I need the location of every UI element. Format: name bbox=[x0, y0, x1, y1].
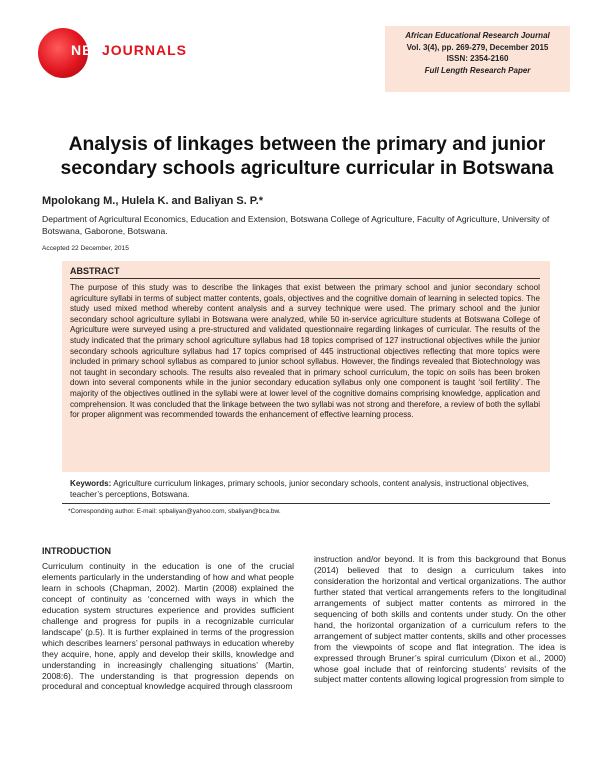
authors: Mpolokang M., Hulela K. and Baliyan S. P.* bbox=[42, 195, 264, 207]
journal-logo bbox=[38, 28, 208, 78]
logo-wordmark-prefix: NET bbox=[71, 42, 102, 58]
introduction-left-column: Curriculum continuity in the education is one of the crucial elements particularly in the understanding of how and what people learn in schools (Chapman, 2002). Martin (2008) explained the concept of continuity as ‘concerned with ways in which the education system structures experience and provides sufficient challenge and progress for pupils in a recognizable curricular landscape’ (p.5). It is further explained in terms of the progression which describes learners’ personal pathways in education whereby they acquire, hone, apply and develop their skills, knowledge and understanding in increasingly challenging situations’ (Martin, 2008:6). The understanding is that progression depends on procedural and conceptual knowledge acquired through classroom bbox=[42, 561, 294, 692]
keywords bbox=[70, 479, 540, 500]
logo-wordmark-suffix: JOURNALS bbox=[102, 42, 188, 58]
abstract-heading: ABSTRACT bbox=[70, 266, 120, 276]
introduction-right-column: instruction and/or beyond. It is from this background that Bonus (2014) believed that to design a curriculum takes into consideration the horizontal and vertical organizations. The author further stated that vertical arrangements refers to the longitudinal arrangements of subject matter contents as mirrored in the sequencing of both skills and contents under study. On the other hand, the horizontal organization of a curriculum refers to the arrangement of subject matter contents, skills and other processes from the viewpoints of scope and flat integration. The idea is expressed through Bruner’s spiral curriculum (Dixon et al., 2000) whose goal include that of reinforcing students’ revisits of the subject matter contents allowing logical progression from simple to bbox=[314, 554, 566, 685]
keywords-divider bbox=[62, 503, 550, 504]
logo-wordmark bbox=[71, 42, 187, 58]
journal-name: African Educational Research Journal bbox=[405, 31, 550, 40]
introduction-heading: INTRODUCTION bbox=[42, 546, 111, 556]
corresponding-author-footnote: *Corresponding author. E-mail: spbaliyan@yahoo.com, sbaliyan@bca.bw. bbox=[68, 508, 281, 515]
journal-info-box bbox=[385, 26, 570, 92]
keywords-label: Keywords: bbox=[70, 479, 112, 488]
journal-volume: Vol. 3(4), pp. 269-279, December 2015 bbox=[406, 42, 549, 52]
abstract-text: The purpose of this study was to describe the linkages that exist between the primary school and junior secondary school agriculture syllabi in terms of subject matter contents, goals, objectives and the cognitive domain of learning in selected topics. The study used mixed method whereby content analysis and a survey technique were used. The primary school and the junior secondary school agriculture syllabi in Botswana were analyzed, while 50 in-service agriculture students at Botswana College of Agriculture were surveyed using a pre-structured and validated questionnaire regarding linkages of curricular. The results of the study indicated that the primary school agriculture syllabus had 18 topics comprised of 127 instructional objectives while the junior secondary schools agriculture syllabus had 17 topics comprised of 445 instructional objectives reflecting that more topics were included in primary school syllabus as compared to junior school syllabus. However, the findings revealed that Biotechnology was not taught in secondary schools. The results also revealed that in primary school curriculum, the topic on soils has been broken down into several components while in the junior secondary education syllabus only one component is taught ‘soil fertility’. The majority of the objectives outlined in the syllabi were at lower level of the cognitive domains comprising knowledge, application and comprehension. It was concluded that the linkage between the two syllabi was not strong and therefore, a review of both the syllabi for proper alignment was recommended towards the enhancement of effective learning process. bbox=[70, 283, 540, 420]
paper-type: Full Length Research Paper bbox=[424, 65, 531, 75]
abstract-divider bbox=[70, 278, 540, 279]
paper-title: Analysis of linkages between the primary and junior secondary schools agriculture curricular in Botswana bbox=[60, 134, 554, 179]
accepted-date: Accepted 22 December, 2015 bbox=[42, 245, 129, 252]
keywords-text: Agriculture curriculum linkages, primary schools, junior secondary schools, content analysis, instructional objectives, teacher’s perceptions, Botswana. bbox=[70, 479, 529, 499]
affiliation: Department of Agricultural Economics, Education and Extension, Botswana College of Agriculture, Faculty of Agriculture, University of Botswana, Gaborone, Botswana. bbox=[42, 214, 550, 236]
journal-issn: ISSN: 2354-2160 bbox=[446, 54, 509, 64]
